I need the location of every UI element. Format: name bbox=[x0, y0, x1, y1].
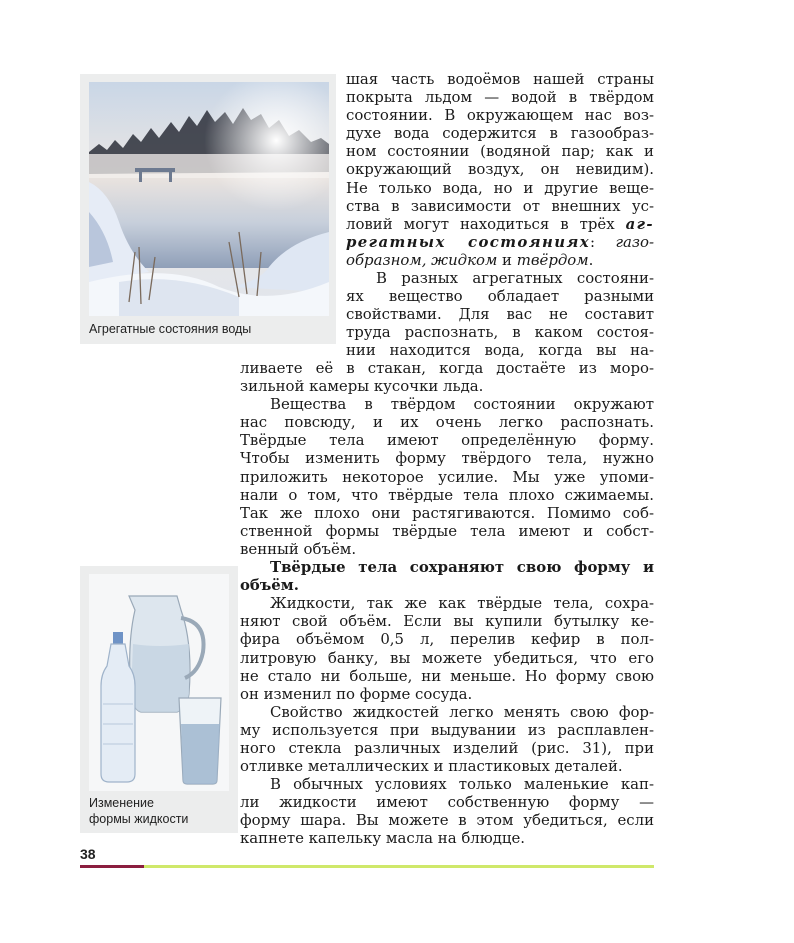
text-line: духе вода содержится в газообраз- bbox=[346, 124, 654, 143]
text-line: Так же плохо они растягиваются. Помимо соб- bbox=[240, 503, 654, 522]
text-line: венный объём. bbox=[240, 539, 357, 558]
text-line: зильной камеры кусочки льда. bbox=[240, 377, 484, 396]
text-run: : bbox=[590, 232, 616, 251]
text-run: Свойство жидкостей легко менять свою фор- bbox=[270, 702, 654, 721]
text-line: ном состоянии (водяной пар; как и bbox=[346, 142, 654, 161]
caption-line: формы жидкости bbox=[89, 812, 189, 826]
text-line: Твёрдые тела имеют определённую форму. bbox=[240, 431, 654, 450]
term-emphasis: аг- bbox=[625, 214, 654, 233]
italic-term: образном, жидком bbox=[346, 250, 498, 269]
text-line bbox=[346, 269, 654, 287]
text-line: состоянии. В окружающем нас воз- bbox=[346, 106, 654, 125]
text-line: фира объёмом 0,5 л, перелив кефир в пол- bbox=[240, 630, 654, 649]
text-line: литровую банку, вы можете убедиться, что его bbox=[240, 648, 654, 667]
text-column-lower bbox=[240, 359, 654, 848]
rule-statement: объём. bbox=[240, 576, 299, 595]
text-run: Твёрдые тела сохраняют свою форму и bbox=[270, 558, 654, 577]
figure-liquid bbox=[80, 566, 238, 833]
text-line: ного стекла различных изделий (рис. 31), при bbox=[240, 738, 654, 757]
italic-term: газо- bbox=[615, 232, 654, 251]
text-line: труда распознать, в каком состоя- bbox=[346, 323, 654, 342]
text-line: му используется при выдувании из расплавлен- bbox=[240, 720, 654, 739]
text-run: и bbox=[497, 250, 517, 269]
rule-statement bbox=[240, 558, 654, 576]
text-line: ства в зависимости от внешних ус- bbox=[346, 196, 654, 215]
text-run: В обычных условиях только маленькие кап- bbox=[270, 775, 654, 794]
figure-lake bbox=[80, 74, 336, 344]
text-line: ях вещество обладает разными bbox=[346, 287, 654, 306]
text-line: няют свой объём. Если вы купили бутылку ке- bbox=[240, 612, 654, 631]
term-emphasis: регатных состояниях bbox=[346, 232, 591, 251]
text-line: приложить некоторое усилие. Мы уже упоми- bbox=[240, 467, 654, 486]
text-line: нас повсюду, и их очень легко распознать. bbox=[240, 413, 654, 432]
text-line: капнете капельку масла на блюдце. bbox=[240, 829, 526, 848]
winter-lake-photo bbox=[89, 82, 329, 316]
text-column-upper bbox=[346, 70, 654, 360]
text-line: он изменил по форме сосуда. bbox=[240, 684, 473, 703]
text-line: шая часть водоёмов нашей страны bbox=[346, 70, 654, 88]
text-line: покрыта льдом — водой в твёрдом bbox=[346, 88, 654, 107]
text-line bbox=[346, 215, 654, 233]
text-line: ливаете её в стакан, когда достаёте из моро- bbox=[240, 359, 654, 377]
text-line bbox=[346, 233, 654, 251]
caption-line: Изменение bbox=[89, 796, 154, 810]
text-run: . bbox=[588, 250, 594, 269]
text-line: Чтобы изменить форму твёрдого тела, нужно bbox=[240, 449, 654, 468]
text-line: нали о том, что твёрдые тела плохо сжимаемы. bbox=[240, 485, 654, 504]
text-line: не стало ни больше, ни меньше. Но форму свою bbox=[240, 666, 654, 685]
figure-caption bbox=[89, 795, 188, 827]
text-line bbox=[346, 251, 654, 269]
text-line: окружающий воздух, он невидим). bbox=[346, 160, 654, 179]
text-line bbox=[240, 775, 654, 793]
text-line: отливке металлических и пластиковых деталей. bbox=[240, 757, 623, 776]
text-run: Вещества в твёрдом состоянии окружают bbox=[270, 395, 654, 414]
italic-term: твёрдом bbox=[516, 250, 589, 269]
figure-caption: Агрегатные состояния воды bbox=[89, 322, 252, 336]
text-line: ственной формы твёрдые тела имеют и собст- bbox=[240, 521, 654, 540]
text-line bbox=[240, 703, 654, 721]
text-run: Жидкости, так же как твёрдые тела, сохра- bbox=[270, 594, 654, 613]
footer-rule bbox=[144, 865, 654, 868]
text-run: ловий могут находиться в трёх bbox=[346, 214, 626, 233]
text-line: свойствами. Для вас не составит bbox=[346, 305, 654, 324]
text-line: нии находится вода, когда вы на- bbox=[346, 341, 654, 360]
text-run: В разных агрегатных состояни- bbox=[376, 269, 654, 288]
text-line: Не только вода, но и другие веще- bbox=[346, 178, 654, 197]
footer-rule-accent bbox=[80, 865, 144, 868]
text-line bbox=[240, 594, 654, 612]
liquid-vessels-photo bbox=[89, 574, 229, 791]
page-number: 38 bbox=[80, 846, 96, 862]
text-line: форму шара. Вы можете в этом убедиться, если bbox=[240, 811, 654, 830]
text-line bbox=[240, 395, 654, 413]
text-line: ли жидкости имеют собственную форму — bbox=[240, 793, 654, 812]
